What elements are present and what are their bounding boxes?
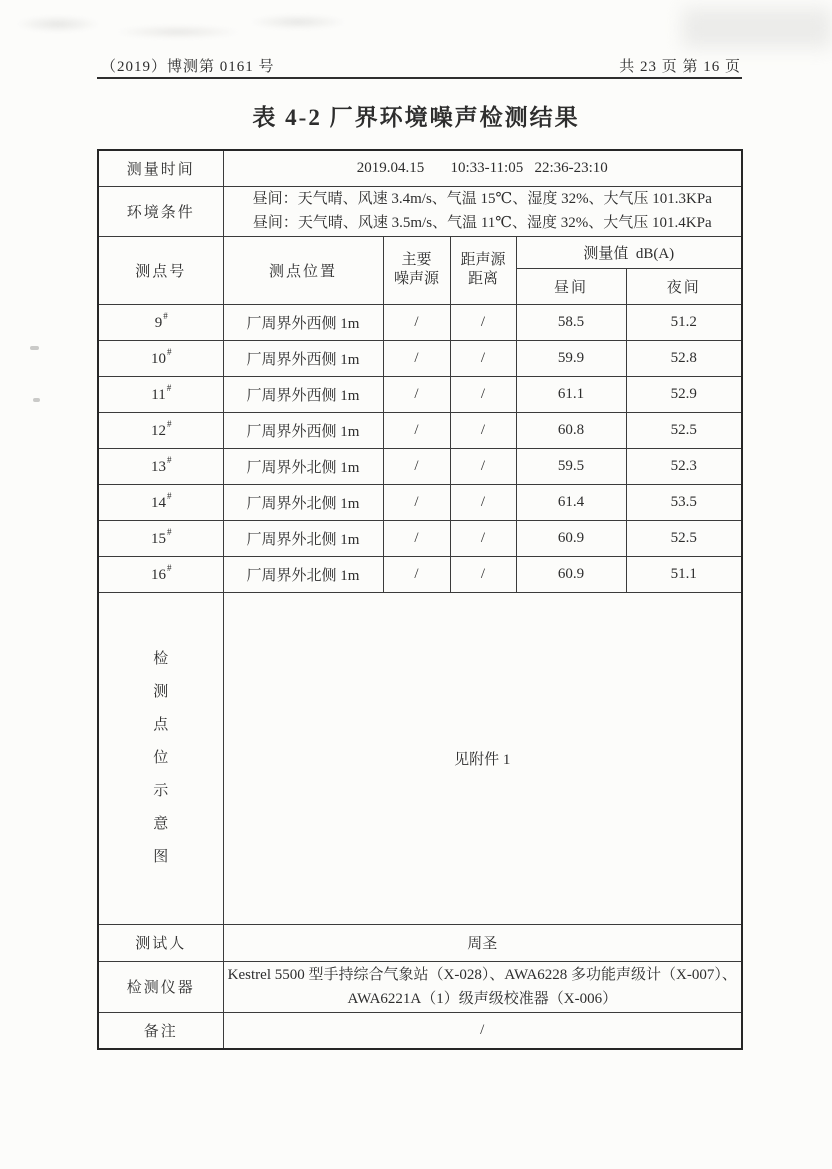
noise-source-cell: / <box>383 304 450 340</box>
header-rule <box>97 77 742 79</box>
table-row <box>98 448 742 484</box>
col-header-day: 昼间 <box>516 268 626 304</box>
noise-source-cell: / <box>383 556 450 592</box>
day-value-cell: 59.5 <box>516 448 626 484</box>
sketch-value-cell: 见附件 1 <box>223 592 742 924</box>
scan-wash-top-right <box>682 8 832 48</box>
night-value-cell: 51.2 <box>626 304 742 340</box>
tester-row <box>98 924 742 961</box>
night-value-cell: 51.1 <box>626 556 742 592</box>
table-row <box>98 412 742 448</box>
point-no-superscript: # <box>167 526 172 537</box>
tester-label: 测试人 <box>98 924 223 961</box>
day-value-cell: 60.8 <box>516 412 626 448</box>
location-cell: 厂周界外西侧 1m <box>223 412 383 448</box>
env-condition-row <box>98 186 742 236</box>
page-title: 表 4-2 厂界环境噪声检测结果 <box>252 105 580 130</box>
col-header-distance: 距声源 距离 <box>450 236 516 304</box>
table-row <box>98 520 742 556</box>
page-count-info: 共 23 页 第 16 页 <box>619 59 741 75</box>
instruments-label: 检测仪器 <box>98 961 223 1012</box>
location-cell: 厂周界外北侧 1m <box>223 520 383 556</box>
col-header-location: 测点位置 <box>223 236 383 304</box>
scan-speck <box>30 346 39 350</box>
col-header-point-no: 测点号 <box>98 236 223 304</box>
point-no-superscript: # <box>167 562 172 573</box>
noise-source-cell: / <box>383 412 450 448</box>
distance-cell: / <box>450 304 516 340</box>
instruments-row <box>98 961 742 1012</box>
col-header-measured-value: 测量值 dB(A) <box>516 236 742 268</box>
noise-result-table <box>97 149 743 1050</box>
col-header-noise-source: 主要 噪声源 <box>383 236 450 304</box>
noise-source-cell: / <box>383 520 450 556</box>
env-condition-label: 环境条件 <box>98 186 223 236</box>
noise-source-cell: / <box>383 376 450 412</box>
noise-source-cell: / <box>383 484 450 520</box>
remark-label: 备注 <box>98 1012 223 1049</box>
distance-cell: / <box>450 556 516 592</box>
distance-cell: / <box>450 520 516 556</box>
day-value-cell: 58.5 <box>516 304 626 340</box>
tester-value: 周圣 <box>223 924 742 961</box>
night-value-cell: 53.5 <box>626 484 742 520</box>
distance-cell: / <box>450 484 516 520</box>
point-no-superscript: # <box>167 490 172 501</box>
day-value-cell: 60.9 <box>516 520 626 556</box>
location-cell: 厂周界外西侧 1m <box>223 304 383 340</box>
point-no-cell: 10# <box>98 340 223 376</box>
instruments-value: Kestrel 5500 型手持综合气象站（X-028）、AWA6228 多功能声级计（X-007）、 AWA6221A（1）级声级校准器（X-006） <box>223 961 742 1012</box>
location-cell: 厂周界外北侧 1m <box>223 556 383 592</box>
point-no-cell: 11# <box>98 376 223 412</box>
distance-cell: / <box>450 448 516 484</box>
table-row <box>98 340 742 376</box>
env-condition-value <box>223 186 742 236</box>
env-condition-night-line: 昼间：天气晴、风速 3.5m/s、气温 11℃、湿度 32%、大气压 101.4KPa <box>252 215 712 231</box>
table-row <box>98 484 742 520</box>
measure-time-value: 2019.04.15 10:33-11:05 22:36-23:10 <box>223 150 742 186</box>
location-cell: 厂周界外北侧 1m <box>223 484 383 520</box>
doc-number: （2019）博测第 0161 号 <box>101 59 275 75</box>
env-condition-day-line: 昼间：天气晴、风速 3.4m/s、气温 15℃、湿度 32%、大气压 101.3KPa <box>252 191 712 207</box>
distance-cell: / <box>450 412 516 448</box>
point-no-superscript: # <box>167 418 172 429</box>
sketch-vertical-label: 检 测 点 位 示 意 图 <box>153 650 169 865</box>
scan-speck <box>33 398 40 402</box>
location-cell: 厂周界外北侧 1m <box>223 448 383 484</box>
day-value-cell: 61.1 <box>516 376 626 412</box>
night-value-cell: 52.5 <box>626 412 742 448</box>
distance-cell: / <box>450 376 516 412</box>
noise-source-cell: / <box>383 340 450 376</box>
night-value-cell: 52.9 <box>626 376 742 412</box>
location-cell: 厂周界外西侧 1m <box>223 340 383 376</box>
point-no-cell: 9# <box>98 304 223 340</box>
measure-time-row <box>98 150 742 186</box>
point-no-superscript: # <box>167 346 172 357</box>
measure-time-label: 测量时间 <box>98 150 223 186</box>
table-row <box>98 304 742 340</box>
day-value-cell: 61.4 <box>516 484 626 520</box>
day-value-cell: 59.9 <box>516 340 626 376</box>
table-row <box>98 556 742 592</box>
point-no-superscript: # <box>167 454 172 465</box>
night-value-cell: 52.5 <box>626 520 742 556</box>
noise-source-cell: / <box>383 448 450 484</box>
point-no-cell: 12# <box>98 412 223 448</box>
point-no-cell: 16# <box>98 556 223 592</box>
remark-value: / <box>223 1012 742 1049</box>
point-no-cell: 13# <box>98 448 223 484</box>
remark-row <box>98 1012 742 1049</box>
table-header-row-upper <box>98 236 742 268</box>
point-no-superscript: # <box>163 310 168 321</box>
night-value-cell: 52.8 <box>626 340 742 376</box>
sketch-row <box>98 592 742 924</box>
table-row <box>98 376 742 412</box>
point-no-cell: 14# <box>98 484 223 520</box>
distance-cell: / <box>450 340 516 376</box>
scan-smudge-top-left <box>18 6 358 46</box>
location-cell: 厂周界外西侧 1m <box>223 376 383 412</box>
point-no-cell: 15# <box>98 520 223 556</box>
day-value-cell: 60.9 <box>516 556 626 592</box>
night-value-cell: 52.3 <box>626 448 742 484</box>
col-header-night: 夜间 <box>626 268 742 304</box>
sketch-label-cell <box>98 592 223 924</box>
point-no-superscript: # <box>166 382 172 393</box>
